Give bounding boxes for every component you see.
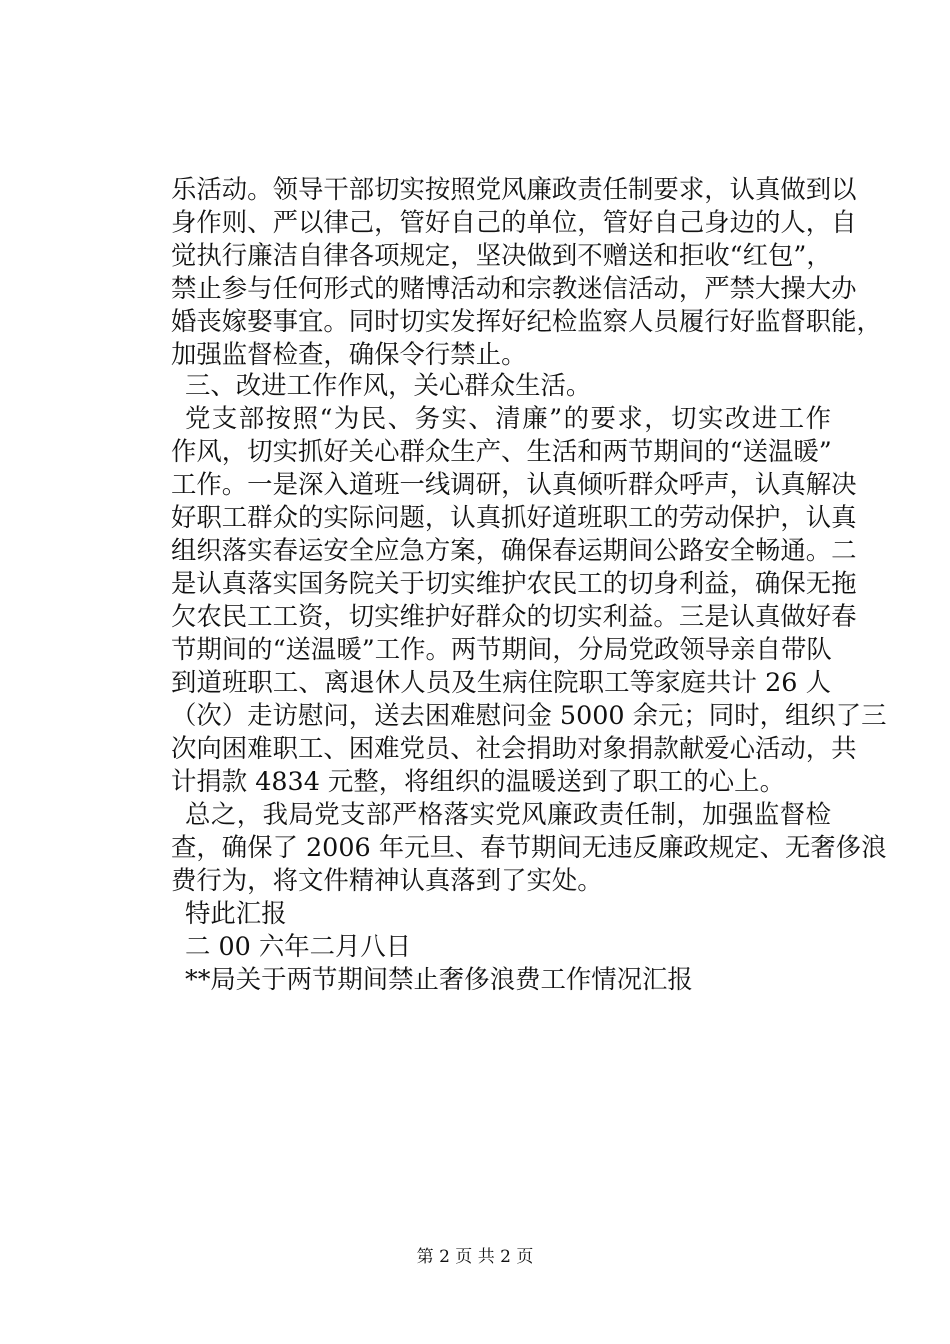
page-footer: 第 2 页 共 2 页: [416, 1247, 534, 1267]
section-heading: 三、改进工作作风，关心群众生活。: [185, 370, 592, 400]
date-line: 二 00 六年二月八日: [185, 931, 412, 961]
text-line: 到道班职工、离退休人员及生病住院职工等家庭共计 26 人: [171, 667, 831, 697]
closing-line: 特此汇报: [185, 898, 287, 928]
text-line: 查，确保了 2006 年元旦、春节期间无违反廉政规定、无奢侈浪: [171, 832, 887, 862]
text-line: 觉执行廉洁自律各项规定，坚决做到不赠送和拒收“红包”，: [171, 240, 832, 270]
text-line: 党支部按照“为民、务实、清廉”的要求，切实改进工作: [185, 403, 831, 433]
text-line: 身作则、严以律己，管好自己的单位，管好自己身边的人，自: [171, 207, 857, 237]
text-line: 婚丧嫁娶事宜。同时切实发挥好纪检监察人员履行好监督职能，: [171, 306, 882, 336]
text-line: 好职工群众的实际问题，认真抓好道班职工的劳动保护，认真: [171, 502, 857, 532]
text-line: 是认真落实国务院关于切实维护农民工的切身利益，确保无拖: [171, 568, 857, 598]
text-line: 加强监督检查，确保令行禁止。: [171, 339, 527, 369]
text-line: 节期间的“送温暖”工作。两节期间，分局党政领导亲自带队: [171, 634, 832, 664]
text-line: 计捐款 4834 元整，将组织的温暖送到了职工的心上。: [171, 766, 785, 796]
text-line: 乐活动。领导干部切实按照党风廉政责任制要求，认真做到以: [171, 174, 857, 204]
report-title-line: **局关于两节期间禁止奢侈浪费工作情况汇报: [185, 964, 693, 994]
text-line: 工作。一是深入道班一线调研，认真倾听群众呼声，认真解决: [171, 469, 857, 499]
text-line: 禁止参与任何形式的赌博活动和宗教迷信活动，严禁大操大办: [171, 273, 857, 303]
text-line: 组织落实春运安全应急方案，确保春运期间公路安全畅通。二: [171, 535, 857, 565]
document-body: [0, 170, 950, 1170]
text-line: 费行为，将文件精神认真落到了实处。: [171, 865, 603, 895]
text-line: 欠农民工工资，切实维护好群众的切实利益。三是认真做好春: [171, 601, 857, 631]
text-line: （次）走访慰问，送去困难慰问金 5000 余元；同时，组织了三: [171, 700, 887, 730]
text-line: 次向困难职工、困难党员、社会捐助对象捐款献爱心活动，共: [171, 733, 857, 763]
text-line: 作风，切实抓好关心群众生产、生活和两节期间的“送温暖”: [171, 436, 832, 466]
text-line: 总之，我局党支部严格落实党风廉政责任制，加强监督检: [185, 799, 831, 829]
